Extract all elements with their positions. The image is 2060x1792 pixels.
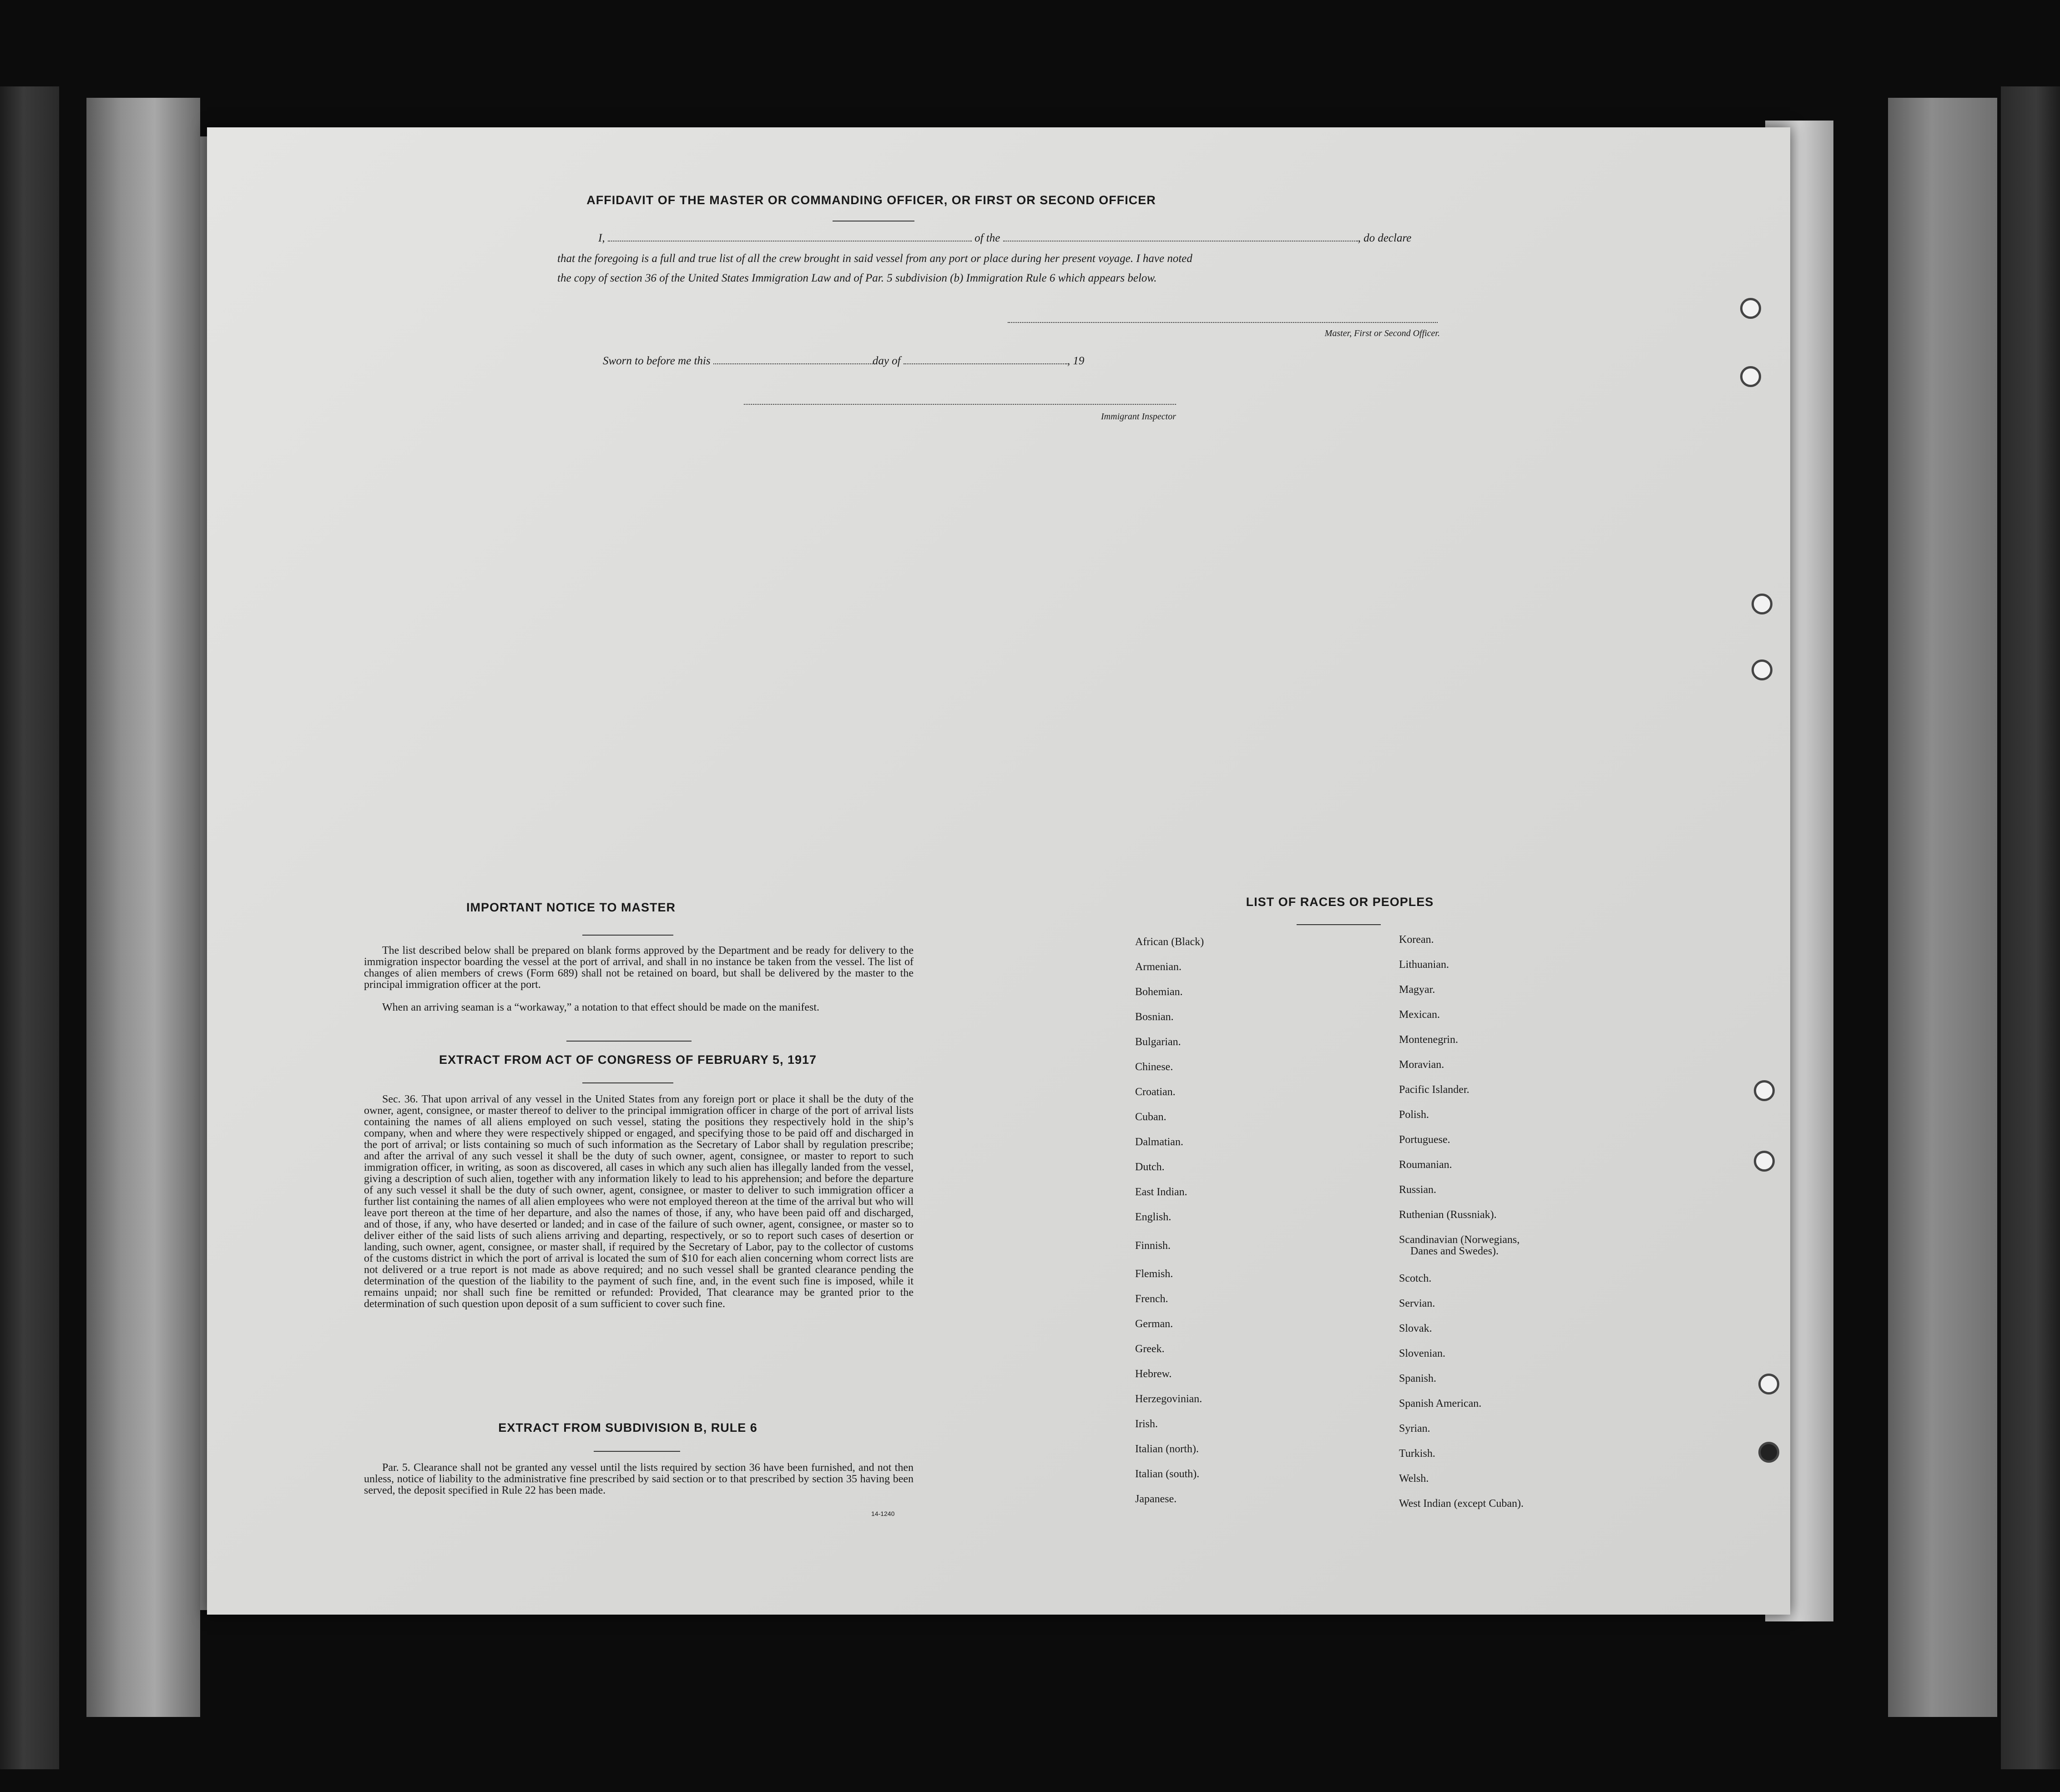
race-item: Cuban.: [1135, 1111, 1166, 1123]
race-item: English.: [1135, 1211, 1171, 1223]
affidavit-title: AFFIDAVIT OF THE MASTER OR COMMANDING OFFICER, OR FIRST OR SECOND OFFICER: [586, 193, 1156, 207]
race-item: Dutch.: [1135, 1161, 1165, 1173]
divider: [582, 935, 673, 936]
punch-hole-icon: [1752, 659, 1772, 680]
year-label: , 19: [1067, 355, 1085, 367]
master-signature-label: Master, First or Second Officer.: [1324, 328, 1440, 338]
race-item: Herzegovinian.: [1135, 1393, 1202, 1405]
race-item: Armenian.: [1135, 961, 1181, 973]
race-item: Greek.: [1135, 1343, 1165, 1355]
race-item: Servian.: [1399, 1298, 1435, 1309]
notice-title: IMPORTANT NOTICE TO MASTER: [466, 901, 676, 914]
punch-hole-icon: [1740, 298, 1761, 319]
race-item: West Indian (except Cuban).: [1399, 1498, 1524, 1510]
races-title: LIST OF RACES OR PEOPLES: [1246, 895, 1434, 909]
race-item: Russian.: [1399, 1184, 1437, 1196]
race-item: Dalmatian.: [1135, 1136, 1183, 1148]
vessel-field[interactable]: [1003, 241, 1358, 242]
race-item: Scotch.: [1399, 1273, 1432, 1284]
extract-rule-text: Par. 5. Clearance shall not be granted any vessel until the lists required by section 36 have been furnished, and not then unless, notice of liability to the administrative fine prescribed by said section or to that prescribed by section 35 having been served, the deposit specified in Rule 22 has been made.: [364, 1462, 914, 1496]
race-item: East Indian.: [1135, 1186, 1187, 1198]
race-item: Polish.: [1399, 1109, 1429, 1121]
affidavit-line2: that the foregoing is a full and true list of all the crew brought in said vessel from any port or place during her present voyage. I have noted: [557, 252, 1192, 265]
punch-hole-icon: [1754, 1151, 1775, 1172]
race-item: Flemish.: [1135, 1268, 1173, 1280]
race-item: Bosnian.: [1135, 1011, 1174, 1023]
races-column-2: [1399, 934, 1672, 1543]
race-item: Scandinavian (Norwegians,: [1399, 1234, 1520, 1246]
race-item: Japanese.: [1135, 1493, 1177, 1505]
film-edge-left: [0, 86, 59, 1769]
race-item: Hebrew.: [1135, 1368, 1172, 1380]
race-item: Welsh.: [1399, 1473, 1429, 1485]
race-item: African (Black): [1135, 936, 1204, 948]
race-item: Lithuanian.: [1399, 959, 1449, 971]
extract-rule-title: EXTRACT FROM SUBDIVISION B, RULE 6: [498, 1421, 757, 1435]
divider: [594, 1451, 680, 1452]
race-item: German.: [1135, 1318, 1173, 1330]
master-signature-line[interactable]: [1008, 322, 1438, 323]
name-field[interactable]: [608, 241, 972, 242]
race-item: Chinese.: [1135, 1061, 1173, 1073]
affidavit-line1: [598, 232, 1444, 248]
sworn-month-field[interactable]: [904, 363, 1067, 364]
extract-act-title: EXTRACT FROM ACT OF CONGRESS OF FEBRUARY 5, 1917: [439, 1053, 817, 1067]
race-item: Roumanian.: [1399, 1159, 1452, 1171]
race-item: Italian (north).: [1135, 1443, 1199, 1455]
punch-hole-icon: [1758, 1442, 1779, 1463]
film-strip-left: [86, 98, 200, 1717]
race-item: Slovak.: [1399, 1323, 1432, 1334]
inspector-signature-line[interactable]: [744, 404, 1176, 405]
race-item: Italian (south).: [1135, 1468, 1200, 1480]
race-item: Montenegrin.: [1399, 1034, 1458, 1046]
divider: [1297, 924, 1381, 925]
notice-paragraph-1: The list described below shall be prepared on blank forms approved by the Department and be ready for delivery to the immigration inspector boarding the vessel at the port of arrival, and shall in no instance be taken from the vessel. The list of changes of alien members of crews (Form 689) shall not be retained on board, but shall be delivered by the master to the principal immigration officer at the port.: [364, 945, 914, 991]
film-edge-right: [2001, 86, 2060, 1769]
extract-act-text: Sec. 36. That upon arrival of any vessel in the United States from any foreign port or place it shall be the duty of the owner, agent, consignee, or master thereof to deliver to the principal immigration officer in charge of the port of arrival lists containing the names of all aliens employed on such vessel, stating the positions they respectively hold in the ship’s company, when and where they were respectively shipped or engaged, and specifying those to be paid off and discharged in the port of arrival; or lists containing so much of such information as the Secretary of Labor shall by regulation prescribe; and after the arrival of any such vessel it shall be the duty of such owner, agent, consignee, or master to report to such immigration officer, in writing, as soon as discovered, all cases in which any such alien has illegally landed from the vessel, giving a description of such alien, together with any information likely to lead to his apprehension; and before the departure of any such vessel it shall be the duty of such owner, agent, consignee, or master to deliver to such immigration officer a further list containing the names of all alien employees who were not employed thereon at the time of the arrival but who will leave port thereon at the time of her departure, and also the names of those, if any, who have been paid off and discharged, and of those, if any, who have deserted or landed; and in case of the failure of such owner, agent, consignee, or master so to deliver either of the said lists of such aliens arriving and departing, respectively, or so to report such cases of desertion or landing, such owner, agent, consignee, or master shall, if required by the Secretary of Labor, pay to the collector of customs of the customs district in which the port of arrival is located the sum of $10 for each alien concerning whom correct lists are not delivered or a true report is not made as above required; and no such vessel shall be granted clearance pending the determination of the question of the liability to the payment of such fine, and, in the event such fine is imposed, while it remains unpaid; nor shall such fine be remitted or refunded: Provided, That clearance may be granted prior to the determination of such question upon deposit of a sum sufficient to cover such fine.: [364, 1093, 914, 1310]
race-item: Bulgarian.: [1135, 1036, 1181, 1048]
race-item: Ruthenian (Russniak).: [1399, 1209, 1497, 1221]
race-item: Pacific Islander.: [1399, 1084, 1469, 1096]
race-item: Magyar.: [1399, 984, 1435, 996]
race-item: Syrian.: [1399, 1423, 1430, 1435]
race-item: Portuguese.: [1399, 1134, 1450, 1146]
inspector-label: Immigrant Inspector: [1101, 412, 1176, 422]
sworn-day-field[interactable]: [713, 363, 873, 364]
punch-hole-icon: [1740, 366, 1761, 387]
race-item: Spanish American.: [1399, 1398, 1482, 1409]
race-item: French.: [1135, 1293, 1168, 1305]
race-item: Danes and Swedes).: [1410, 1245, 1499, 1257]
of-the-label: of the: [974, 232, 1000, 244]
form-number: 14-1240: [871, 1510, 895, 1517]
i-label: I,: [598, 232, 605, 244]
race-item: Korean.: [1399, 934, 1434, 946]
affidavit-line3: the copy of section 36 of the United States Immigration Law and of Par. 5 subdivision (b) Immigration Rule 6 which appears below.: [557, 272, 1157, 284]
race-item: Turkish.: [1399, 1448, 1435, 1460]
punch-hole-icon: [1758, 1374, 1779, 1394]
document-page: [207, 127, 1790, 1615]
divider: [582, 1082, 673, 1083]
sworn-line: [603, 355, 1240, 367]
do-declare-label: , do declare: [1358, 232, 1412, 244]
day-of-label: day of: [872, 355, 901, 367]
punch-hole-icon: [1752, 594, 1772, 614]
race-item: Spanish.: [1399, 1373, 1437, 1384]
race-item: Croatian.: [1135, 1086, 1176, 1098]
race-item: Finnish.: [1135, 1240, 1171, 1252]
film-strip-right: [1888, 98, 1997, 1717]
sworn-label: Sworn to before me this: [603, 355, 711, 367]
race-item: Mexican.: [1399, 1009, 1440, 1021]
punch-hole-icon: [1754, 1080, 1775, 1101]
race-item: Moravian.: [1399, 1059, 1444, 1071]
notice-paragraph-2: When an arriving seaman is a “workaway,” a notation to that effect should be made on the manifest.: [382, 1002, 819, 1013]
race-item: Irish.: [1135, 1418, 1158, 1430]
race-item: Slovenian.: [1399, 1348, 1445, 1359]
divider: [566, 1041, 692, 1042]
race-item: Bohemian.: [1135, 986, 1183, 998]
races-column-1: [1135, 936, 1353, 1545]
